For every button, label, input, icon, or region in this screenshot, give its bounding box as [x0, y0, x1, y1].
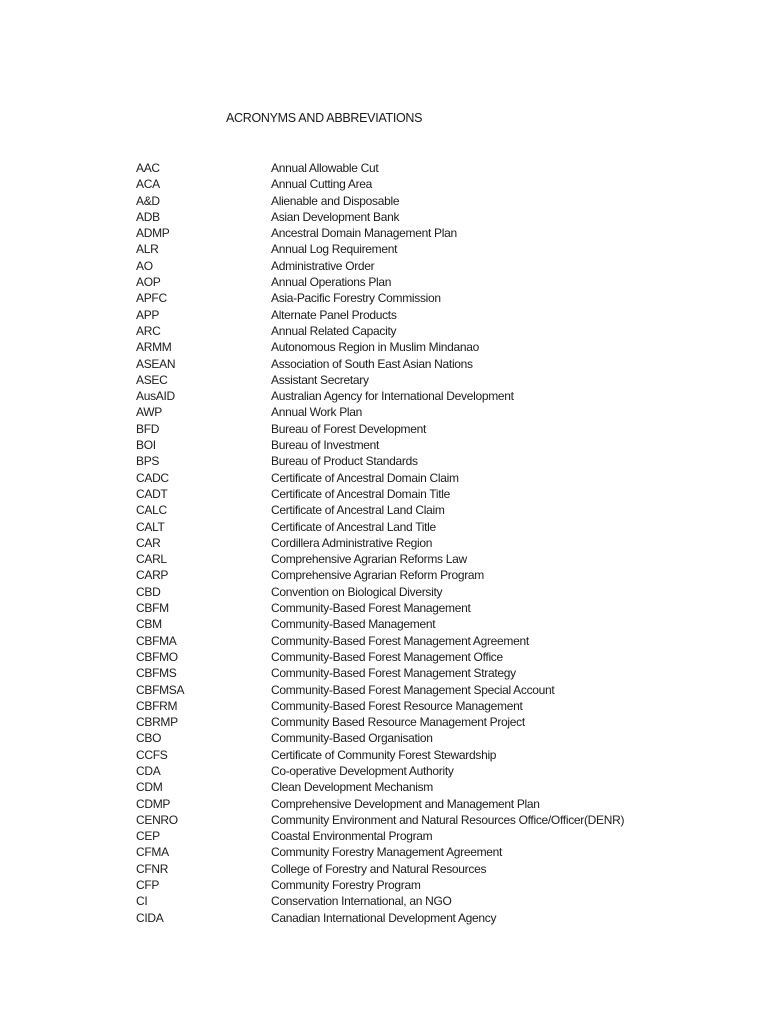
list-item	[0, 176, 768, 192]
list-item	[0, 404, 768, 420]
list-item	[0, 519, 768, 535]
acronym: CBFRM	[136, 698, 178, 713]
acronym-definition: Annual Operations Plan	[271, 275, 392, 290]
acronym-definition: Ancestral Domain Management Plan	[271, 226, 457, 241]
acronym-definition: Community Environment and Natural Resources Office/Officer(DENR)	[271, 812, 625, 827]
acronym: CBO	[136, 731, 162, 746]
acronym: CALT	[136, 519, 165, 534]
list-item	[0, 274, 768, 290]
acronym-definition: Community Forestry Program	[271, 878, 421, 893]
acronym-definition: Bureau of Product Standards	[271, 454, 418, 469]
list-item	[0, 388, 768, 404]
list-item	[0, 747, 768, 763]
acronym: CFP	[136, 878, 160, 893]
acronym-definition: Community-Based Forest Management Office	[271, 649, 503, 664]
acronym: CFNR	[136, 861, 169, 876]
list-item	[0, 421, 768, 437]
acronym: BOI	[136, 438, 156, 453]
list-item	[0, 258, 768, 274]
acronym-definition: Assistant Secretary	[271, 372, 369, 387]
acronym-definition: Bureau of Forest Development	[271, 421, 427, 436]
acronym: ASEAN	[136, 356, 176, 371]
acronym-definition: Comprehensive Agrarian Reform Program	[271, 568, 484, 583]
list-item	[0, 241, 768, 257]
acronym-definition: Conservation International, an NGO	[271, 894, 452, 909]
acronym: CBFMSA	[136, 682, 185, 697]
acronym: CIDA	[136, 910, 164, 925]
acronym-definition: Annual Work Plan	[271, 405, 363, 420]
acronym: CBD	[136, 584, 161, 599]
list-item	[0, 665, 768, 681]
acronym: CARP	[136, 568, 169, 583]
page-title: ACRONYMS AND ABBREVIATIONS	[226, 111, 423, 125]
list-item	[0, 209, 768, 225]
acronym: CDMP	[136, 796, 171, 811]
acronym: CBFMO	[136, 649, 178, 664]
acronym-definition: Convention on Biological Diversity	[271, 584, 443, 599]
acronym-definition: Administrative Order	[271, 258, 375, 273]
acronym-definition: Autonomous Region in Muslim Mindanao	[271, 340, 479, 355]
list-item	[0, 649, 768, 665]
acronym: CADC	[136, 470, 169, 485]
acronym-definition: Coastal Environmental Program	[271, 829, 433, 844]
list-item	[0, 437, 768, 453]
acronym: CDM	[136, 780, 163, 795]
acronym-definition: Association of South East Asian Nations	[271, 356, 473, 371]
acronym: CBFMS	[136, 666, 177, 681]
acronym-definition: Alternate Panel Products	[271, 307, 397, 322]
list-item	[0, 584, 768, 600]
acronym: CENRO	[136, 812, 178, 827]
acronym: AAC	[136, 161, 160, 175]
acronym: CDA	[136, 763, 161, 778]
acronym-definition: Canadian International Development Agency	[271, 910, 497, 925]
acronym: ARC	[136, 323, 161, 338]
list-item	[0, 339, 768, 355]
list-item	[0, 372, 768, 388]
list-item	[0, 779, 768, 795]
list-item	[0, 698, 768, 714]
acronym-definition: Community-Based Forest Management	[271, 601, 471, 616]
acronym-definition: Comprehensive Development and Management Plan	[271, 796, 540, 811]
acronym-definition: Alienable and Disposable	[271, 193, 400, 208]
acronym: CAR	[136, 535, 161, 550]
acronym: CCFS	[136, 747, 168, 762]
acronym: AO	[136, 258, 153, 273]
acronym-definition: Certificate of Community Forest Stewardship	[271, 747, 497, 762]
list-item	[0, 323, 768, 339]
list-item	[0, 796, 768, 812]
acronym: ALR	[136, 242, 159, 257]
acronym-definition: Cordillera Administrative Region	[271, 535, 433, 550]
acronym: APFC	[136, 291, 167, 306]
acronym-definition: Annual Related Capacity	[271, 323, 397, 338]
acronym: CBM	[136, 617, 162, 632]
acronym-definition: Asian Development Bank	[271, 209, 400, 224]
list-item	[0, 193, 768, 209]
list-item	[0, 225, 768, 241]
acronym-list	[0, 160, 768, 926]
acronym: ADB	[136, 209, 160, 224]
acronym: CFMA	[136, 845, 169, 860]
list-item	[0, 551, 768, 567]
acronym-definition: Annual Allowable Cut	[271, 161, 379, 175]
acronym-definition: Community-Based Organisation	[271, 731, 433, 746]
list-item	[0, 828, 768, 844]
list-item	[0, 877, 768, 893]
list-item	[0, 893, 768, 909]
acronym: BFD	[136, 421, 160, 436]
list-item	[0, 812, 768, 828]
list-item	[0, 861, 768, 877]
acronym: CALC	[136, 503, 167, 518]
list-item	[0, 160, 768, 176]
acronym-definition: Community Based Resource Management Project	[271, 715, 525, 730]
acronym-definition: Community-Based Forest Management Agreement	[271, 633, 529, 648]
acronym: AOP	[136, 275, 161, 290]
acronym-definition: Comprehensive Agrarian Reforms Law	[271, 552, 467, 567]
list-item	[0, 714, 768, 730]
acronym-definition: Annual Log Requirement	[271, 242, 398, 257]
list-item	[0, 682, 768, 698]
acronym-definition: Community-Based Forest Management Special Account	[271, 682, 555, 697]
acronym-definition: Annual Cutting Area	[271, 177, 373, 192]
acronym-definition: Clean Development Mechanism	[271, 780, 433, 795]
acronym-definition: Community Forestry Management Agreement	[271, 845, 503, 860]
list-item	[0, 616, 768, 632]
list-item	[0, 910, 768, 926]
acronym: CBFMA	[136, 633, 177, 648]
list-item	[0, 535, 768, 551]
acronym: ACA	[136, 177, 160, 192]
acronym: AusAID	[136, 389, 175, 404]
acronym-definition: Co-operative Development Authority	[271, 763, 454, 778]
list-item	[0, 486, 768, 502]
acronym-definition: Community-Based Forest Resource Management	[271, 698, 523, 713]
acronym-definition: Australian Agency for International Development	[271, 389, 514, 404]
list-item	[0, 567, 768, 583]
acronym: CARL	[136, 552, 167, 567]
acronym: BPS	[136, 454, 160, 469]
acronym-definition: Community-Based Forest Management Strategy	[271, 666, 516, 681]
acronym: ADMP	[136, 226, 170, 241]
list-item	[0, 453, 768, 469]
acronym-definition: Community-Based Management	[271, 617, 436, 632]
list-item	[0, 633, 768, 649]
list-item	[0, 356, 768, 372]
acronym-definition: Certificate of Ancestral Domain Claim	[271, 470, 459, 485]
acronym: CEP	[136, 829, 160, 844]
acronym: ASEC	[136, 372, 168, 387]
acronym: CADT	[136, 486, 168, 501]
list-item	[0, 290, 768, 306]
acronym: CBFM	[136, 601, 169, 616]
acronym: AWP	[136, 405, 162, 420]
acronym: A&D	[136, 193, 160, 208]
list-item	[0, 502, 768, 518]
acronym: APP	[136, 307, 160, 322]
acronym: ARMM	[136, 340, 172, 355]
list-item	[0, 470, 768, 486]
list-item	[0, 600, 768, 616]
list-item	[0, 844, 768, 860]
acronym: CI	[136, 894, 148, 909]
list-item	[0, 730, 768, 746]
acronym-definition: Certificate of Ancestral Land Title	[271, 519, 436, 534]
list-item	[0, 763, 768, 779]
acronym-definition: Certificate of Ancestral Domain Title	[271, 486, 450, 501]
acronym-definition: College of Forestry and Natural Resources	[271, 861, 487, 876]
acronym-definition: Bureau of Investment	[271, 438, 380, 453]
acronym: CBRMP	[136, 715, 178, 730]
acronym-definition: Asia-Pacific Forestry Commission	[271, 291, 441, 306]
acronym-definition: Certificate of Ancestral Land Claim	[271, 503, 445, 518]
list-item	[0, 307, 768, 323]
